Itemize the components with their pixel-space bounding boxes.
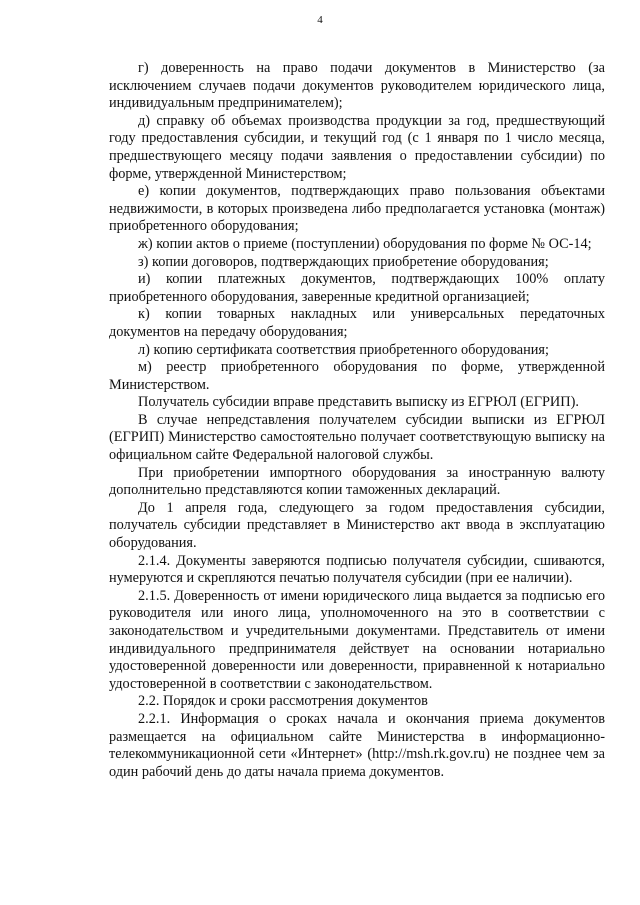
paragraph-import-equipment: При приобретении импортного оборудования за иностранную валюту дополнительно представляются копии таможенных деклараций. <box>109 464 605 499</box>
paragraph-item-m: м) реестр приобретенного оборудования по форме, утвержденной Министерством. <box>109 359 605 393</box>
paragraph-item-d: д) справку об объемах производства продукции за год, предшествующий году предоставления субсидии, и текущий год (с 1 января по 1 число месяца, предшествующего месяцу подачи заявления о предоставлении субсидии) по форме, утвержденной Министерством; <box>109 112 605 182</box>
paragraph-item-i: и) копии платежных документов, подтверждающих 100% оплату приобретенного оборудования, заверенные кредитной организацией; <box>109 271 605 305</box>
paragraph-item-z: з) копии договоров, подтверждающих приобретение оборудования; <box>138 253 549 270</box>
page-number: 4 <box>317 14 323 26</box>
paragraph-egrul-missing: В случае непредставления получателем субсидии выписки из ЕГРЮЛ (ЕГРИП) Министерство самостоятельно получает соответствующую выписку на официальном сайте Федеральной налоговой службы. <box>109 411 605 464</box>
section-heading-2-2: 2.2. Порядок и сроки рассмотрения документов <box>138 693 428 710</box>
paragraph-commissioning-act: До 1 апреля года, следующего за годом предоставления субсидии, получатель субсидии представляет в Министерство акт ввода в эксплуатацию оборудования. <box>109 499 605 552</box>
paragraph-2-2-1: 2.2.1. Информация о сроках начала и окончания приема документов размещается на официальном сайте Министерства в информационно-телекоммуникационной сети «Интернет» (http://msh.rk.gov.ru) не позднее чем за один рабочий день до даты начала приема документов. <box>109 710 605 780</box>
paragraph-item-k: к) копии товарных накладных или универсальных передаточных документов на передачу оборудования; <box>109 306 605 340</box>
paragraph-2-1-4: 2.1.4. Документы заверяются подписью получателя субсидии, сшиваются, нумеруются и скрепляются печатью получателя субсидии (при ее наличии). <box>109 552 605 587</box>
paragraph-2-1-5: 2.1.5. Доверенность от имени юридического лица выдается за подписью его руководителя или иного лица, уполномоченного на это в соответствии с законодательством и учредительными документами. Представитель от имени индивидуального предпринимателя действует на основании нотариально удостоверенной доверенности или доверенности, приравненной к нотариально удостоверенной в соответствии с законодательством. <box>109 587 605 692</box>
paragraph-item-g: г) доверенность на право подачи документов в Министерство (за исключением случаев подачи документов руководителем юридического лица, индивидуальным предпринимателем); <box>109 60 605 112</box>
paragraph-egrul-right: Получатель субсидии вправе представить выписку из ЕГРЮЛ (ЕГРИП). <box>138 394 579 411</box>
paragraph-item-zh: ж) копии актов о приеме (поступлении) оборудования по форме № ОС-14; <box>138 235 592 252</box>
document-body <box>109 60 605 781</box>
paragraph-item-e: е) копии документов, подтверждающих право пользования объектами недвижимости, в которых произведена либо предполагается установка (монтаж) приобретенного оборудования; <box>109 183 605 235</box>
paragraph-item-l: л) копию сертификата соответствия приобретенного оборудования; <box>138 341 549 358</box>
